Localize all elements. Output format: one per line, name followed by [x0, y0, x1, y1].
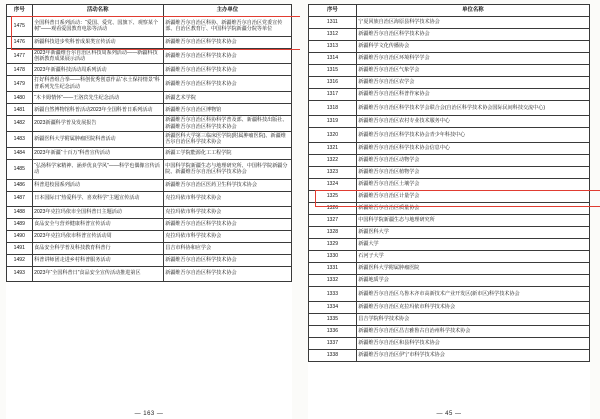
table-row: [309, 325, 590, 337]
row-organizer: 新疆维吾尔自治区科协、新疆维吾尔自治区党委宣传部、自治区教育厅、中国科学院新疆分院等单位: [163, 16, 291, 36]
table-row: [309, 202, 590, 214]
units-table-body: [309, 16, 590, 361]
table-row: [7, 16, 292, 36]
row-index: 1486: [7, 179, 33, 191]
row-activity-name: 2023年克拉玛依市科普宣传活动周: [32, 230, 163, 242]
row-unit-name: 新疆维吾尔自治区植物学会: [356, 166, 589, 178]
row-index: 1335: [309, 313, 357, 325]
table-row: [7, 230, 292, 242]
table-row: [309, 337, 590, 349]
row-organizer: 新疆维吾尔自治区科学技术协会: [163, 266, 291, 281]
row-activity-name: “木卡姆情怀”——王洛宾先生纪念活动: [32, 92, 163, 104]
row-index: 1330: [309, 250, 357, 262]
column-header-organizer: 主办单位: [163, 5, 291, 17]
table-row: [7, 64, 292, 76]
table-row: [309, 214, 590, 226]
table-row: [309, 286, 590, 301]
row-unit-name: 昌吉学院科学技术协会: [356, 313, 589, 325]
row-index: 1331: [309, 262, 357, 274]
row-unit-name: 新疆大学: [356, 238, 589, 250]
column-header-activity-name: 活动名称: [32, 5, 163, 17]
row-unit-name: 新疆维吾尔自治区农村专业技术服务中心: [356, 115, 589, 127]
row-organizer: 中国科学院新疆生态与地理研究所、中国科学院新疆分院、新疆维吾尔自治区科学技术协会: [163, 159, 291, 179]
row-index: 1491: [7, 242, 33, 254]
table-row: [7, 254, 292, 266]
row-organizer: 新疆艺术学院: [163, 92, 291, 104]
row-activity-name: 2023年新疆“十百万”科普宣传活动: [32, 147, 163, 159]
row-organizer: 新疆维吾尔自治区科学技术协会: [163, 76, 291, 92]
row-activity-name: 打好科普组合拳——科创优秀创意作品“水土保持情景”科普系列先生纪念活动: [32, 76, 163, 92]
row-index: 1313: [309, 40, 357, 52]
row-index: 1488: [7, 206, 33, 218]
row-activity-name: 日本国际日“热爱科学、喜欢科学”主题宣传活动: [32, 191, 163, 206]
column-header-index: 序号: [309, 5, 357, 17]
row-unit-name: 新疆医科大学附属肿瘤医院: [356, 262, 589, 274]
row-unit-name: 新疆维吾尔自治区和县科学技术协会: [356, 337, 589, 349]
row-index: 1322: [309, 154, 357, 166]
row-unit-name: 新疆维吾尔自治区科普作家协会: [356, 88, 589, 100]
row-unit-name: 石河子大学: [356, 250, 589, 262]
row-activity-name: 2023年新疆科技活动周系列活动: [32, 64, 163, 76]
row-activity-name: 新疆科技进步奖科普成果类宣传活动: [32, 36, 163, 48]
row-unit-name: 新疆地质学会: [356, 274, 589, 286]
row-unit-name: 新疆维吾尔自治区计量学会: [356, 190, 589, 202]
row-activity-name: 2023年“全国科普日”食品安全宣传活动推进第区: [32, 266, 163, 281]
row-index: 1329: [309, 238, 357, 250]
left-page-sheet: [6, 4, 292, 419]
row-organizer: 新疆维吾尔自治区科学技术协会: [163, 48, 291, 64]
row-unit-name: 新疆维吾尔自治区土壤学会: [356, 178, 589, 190]
table-row: [7, 76, 292, 92]
row-unit-name: 新疆维吾尔自治区伊宁市科学技术协会: [356, 349, 589, 361]
row-unit-name: 新疆维吾尔自治区乌鲁木齐市高新技术产业开发区(新市区)科学技术协会: [356, 286, 589, 301]
row-organizer: 新疆维吾尔自治区科学技术协会: [163, 64, 291, 76]
table-row: [309, 16, 590, 28]
row-index: 1492: [7, 254, 33, 266]
table-row: [309, 349, 590, 361]
row-index: 1326: [309, 202, 357, 214]
table-row: [7, 266, 292, 281]
row-organizer: 克拉玛依市科学技术协会: [163, 191, 291, 206]
table-row: [309, 262, 590, 274]
row-index: 1480: [7, 92, 33, 104]
row-index: 1325: [309, 190, 357, 202]
row-index: 1315: [309, 64, 357, 76]
row-index: 1328: [309, 226, 357, 238]
row-activity-name: 新疆医科大学附属肿瘤医院科普活动: [32, 131, 163, 147]
row-index: 1334: [309, 301, 357, 313]
table-row: [309, 178, 590, 190]
row-index: 1311: [309, 16, 357, 28]
table-row: [309, 40, 590, 52]
table-row: [309, 166, 590, 178]
row-organizer: 新疆工学院能源化工工程学院: [163, 147, 291, 159]
column-header-index: 序号: [7, 5, 33, 17]
table-row: [309, 226, 590, 238]
row-organizer: 新疆维吾尔自治区科协科学普及部、新疆科技出版社、新疆维吾尔自治区科学技术协会: [163, 116, 291, 132]
row-organizer: 新疆维吾尔自治区科学技术协会: [163, 254, 291, 266]
row-unit-name: 新疆维吾尔自治区质量协会: [356, 202, 589, 214]
row-index: 1336: [309, 325, 357, 337]
table-row: [309, 142, 590, 154]
row-organizer: 新疆维吾尔自治区科学技术协会: [163, 36, 291, 48]
row-index: 1324: [309, 178, 357, 190]
table-row: [309, 190, 590, 202]
activities-table-body: [7, 16, 292, 281]
row-activity-name: 食品安全与营养健康科普宣传活动: [32, 218, 163, 230]
row-index: 1484: [7, 147, 33, 159]
row-organizer: 新疆维吾尔自治区博物馆: [163, 104, 291, 116]
row-index: 1481: [7, 104, 33, 116]
row-unit-name: 新疆维吾尔自治区环境科学学会: [356, 52, 589, 64]
table-row: [7, 179, 292, 191]
row-unit-name: 新疆维吾尔自治区科学技术协会信息中心: [356, 142, 589, 154]
row-organizer: 克拉玛依市科学技术协会: [163, 206, 291, 218]
row-index: 1338: [309, 349, 357, 361]
table-row: [309, 154, 590, 166]
row-index: 1323: [309, 166, 357, 178]
table-row: [7, 104, 292, 116]
row-activity-name: 新疆自然博物馆科普活动2023年全国科普日系列活动: [32, 104, 163, 116]
row-organizer: 新疆医科大学第三临床医学院(附属肿瘤医院)、新疆维吾尔自治区科学技术协会: [163, 131, 291, 147]
row-index: 1477: [7, 48, 33, 64]
row-organizer: 新疆维吾尔自治区科学技术协会: [163, 218, 291, 230]
row-unit-name: 新疆维吾尔自治区克拉玛依市科学技术协会: [356, 301, 589, 313]
row-index: 1493: [7, 266, 33, 281]
page-number-right: — 45 —: [436, 411, 462, 417]
table-row: [309, 88, 590, 100]
activities-table: [6, 4, 292, 282]
table-row: [7, 116, 292, 132]
table-row: [7, 206, 292, 218]
table-row: [7, 92, 292, 104]
row-index: 1482: [7, 116, 33, 132]
row-activity-name: “弘扬科学家精神、涵养优良学风”——科学也偶像宣传活动: [32, 159, 163, 179]
row-index: 1314: [309, 52, 357, 64]
row-activity-name: 食品安全科学普及科技教育科普行: [32, 242, 163, 254]
right-page: [300, 0, 600, 419]
row-index: 1312: [309, 28, 357, 40]
row-activity-name: 科普讲师团走进乡村科普服务活动: [32, 254, 163, 266]
table-row: [309, 76, 590, 88]
row-index: 1320: [309, 127, 357, 142]
table-row: [309, 238, 590, 250]
table-row: [7, 218, 292, 230]
row-index: 1476: [7, 36, 33, 48]
table-row: [7, 48, 292, 64]
row-unit-name: 新疆维吾尔自治区科学技术协会青少年科技中心: [356, 127, 589, 142]
row-unit-name: 新疆科学文化传播协会: [356, 40, 589, 52]
page-number-left: — 163 —: [134, 411, 164, 417]
table-header-row: [7, 5, 292, 17]
table-row: [7, 147, 292, 159]
row-index: 1317: [309, 88, 357, 100]
table-row: [309, 127, 590, 142]
row-unit-name: 新疆维吾尔自治区气象学会: [356, 64, 589, 76]
row-index: 1478: [7, 64, 33, 76]
row-index: 1333: [309, 286, 357, 301]
row-organizer: 克拉玛依市科学技术协会: [163, 230, 291, 242]
row-activity-name: 全国科普日系列活动：“爱国、爱党、国旗下、观察某个树”——观看爱国教育电影等活动: [32, 16, 163, 36]
table-row: [309, 64, 590, 76]
row-index: 1337: [309, 337, 357, 349]
table-row: [309, 52, 590, 64]
row-index: 1318: [309, 100, 357, 115]
row-index: 1483: [7, 131, 33, 147]
table-row: [309, 100, 590, 115]
row-index: 1475: [7, 16, 33, 36]
row-index: 1485: [7, 159, 33, 179]
table-header-row: [309, 5, 590, 17]
row-activity-name: 科普进校园系列活动: [32, 179, 163, 191]
table-row: [309, 313, 590, 325]
table-row: [7, 131, 292, 147]
table-row: [7, 191, 292, 206]
units-table: [308, 4, 590, 362]
row-index: 1319: [309, 115, 357, 127]
row-activity-name: 2023年新疆维吾尔自治区科技周系列活动——新疆科技创新教育成果展示活动: [32, 48, 163, 64]
table-row: [7, 159, 292, 179]
table-row: [309, 115, 590, 127]
table-row: [309, 274, 590, 286]
row-unit-name: 新疆维吾尔自治区昌吉雅鲁古自治州科学技术协会: [356, 325, 589, 337]
row-index: 1489: [7, 218, 33, 230]
row-unit-name: 新疆维吾尔自治区科学技术协会: [356, 28, 589, 40]
row-organizer: 新疆维吾尔自治区医药卫生科学技术协会: [163, 179, 291, 191]
row-unit-name: 宁夏回族自治区海原县科学技术协会: [356, 16, 589, 28]
table-row: [309, 250, 590, 262]
row-index: 1327: [309, 214, 357, 226]
row-index: 1487: [7, 191, 33, 206]
table-row: [309, 28, 590, 40]
row-organizer: 昌吉市科协和应学会: [163, 242, 291, 254]
row-index: 1316: [309, 76, 357, 88]
row-unit-name: 新疆医科大学: [356, 226, 589, 238]
row-activity-name: 2023新疆科学普及发展报告: [32, 116, 163, 132]
right-page-sheet: [308, 4, 590, 419]
column-header-unit-name: 单位名称: [356, 5, 589, 17]
row-index: 1332: [309, 274, 357, 286]
row-unit-name: 新疆维吾尔自治区动物学会: [356, 154, 589, 166]
table-row: [309, 301, 590, 313]
row-activity-name: 2023年克拉玛依市全国科普日主题活动: [32, 206, 163, 218]
row-index: 1321: [309, 142, 357, 154]
row-unit-name: 中国科学院新疆生态与地理研究所: [356, 214, 589, 226]
row-unit-name: 新疆维吾尔自治区农学会: [356, 76, 589, 88]
table-row: [7, 36, 292, 48]
row-index: 1490: [7, 230, 33, 242]
table-row: [7, 242, 292, 254]
row-index: 1479: [7, 76, 33, 92]
row-unit-name: 新疆维吾尔自治区科学技术学会联合会(自治区科学技术协会国际民间科技交流中心): [356, 100, 589, 115]
